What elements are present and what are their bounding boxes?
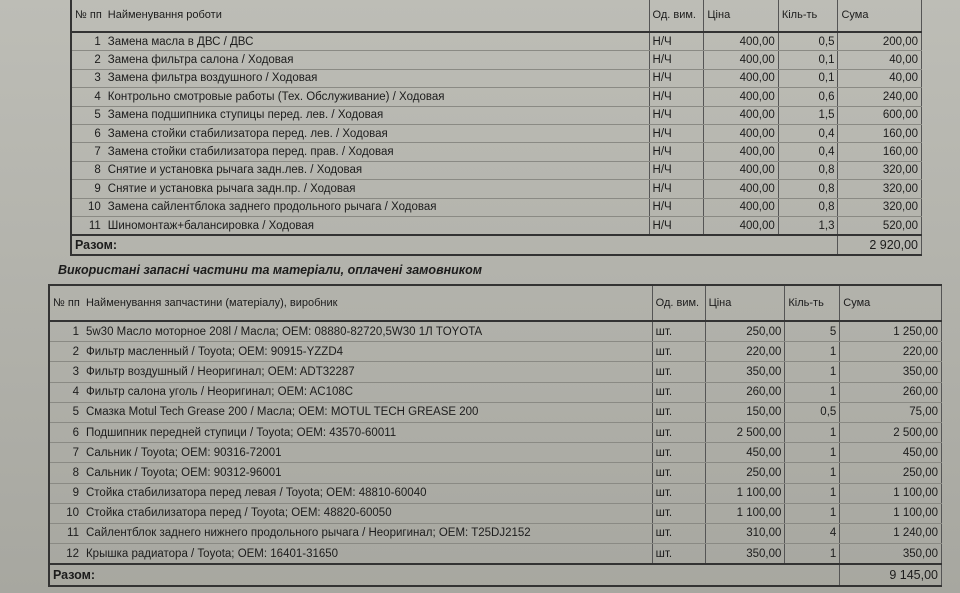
row-name: Снятие и установка рычага задн.пр. / Ходовая [105, 180, 649, 198]
row-name: Шиномонтаж+балансировка / Ходовая [105, 216, 649, 235]
row-sum: 220,00 [840, 342, 942, 362]
table-row [71, 198, 922, 216]
row-price: 400,00 [704, 51, 778, 69]
row-name: Крышка радиатора / Toyota; OEM: 16401-31650 [83, 544, 652, 565]
row-name: Стойка стабилизатора перед / Toyota; OEM: 48820-60050 [83, 503, 652, 523]
row-price: 260,00 [705, 382, 785, 402]
row-qty: 1 [785, 503, 840, 523]
row-unit: шт. [652, 422, 705, 442]
row-sum: 160,00 [838, 143, 922, 161]
table-row [71, 69, 922, 87]
col-name: Найменування запчастини (матеріалу), виробник [83, 285, 652, 321]
col-name: Найменування роботи [105, 0, 649, 32]
row-name: Фильтр салона уголь / Неоригинал; OEM: AC108C [83, 382, 652, 402]
row-sum: 260,00 [840, 382, 942, 402]
row-price: 400,00 [704, 32, 778, 51]
row-price: 400,00 [704, 106, 778, 124]
row-name: Стойка стабилизатора перед левая / Toyota; OEM: 48810-60040 [83, 483, 652, 503]
row-qty: 0,4 [778, 143, 838, 161]
parts-rows [49, 321, 942, 564]
row-qty: 0,5 [778, 32, 838, 51]
row-qty: 0,8 [778, 198, 838, 216]
row-qty: 1 [785, 463, 840, 483]
row-qty: 1,5 [778, 106, 838, 124]
row-number: 6 [71, 124, 105, 142]
row-sum: 350,00 [840, 544, 942, 565]
row-unit: шт. [652, 342, 705, 362]
row-name: Замена стойки стабилизатора перед. лев. / Ходовая [105, 124, 649, 142]
row-name: Замена подшипника ступицы перед. лев. / Ходовая [105, 106, 649, 124]
row-price: 350,00 [705, 362, 785, 382]
row-unit: Н/Ч [649, 161, 704, 179]
row-number: 3 [49, 362, 83, 382]
row-sum: 1 100,00 [840, 503, 942, 523]
row-price: 400,00 [704, 180, 778, 198]
row-qty: 0,8 [778, 161, 838, 179]
row-number: 8 [71, 161, 105, 179]
parts-total-label: Разом: [49, 564, 840, 586]
row-name: Замена стойки стабилизатора перед. прав. / Ходовая [105, 143, 649, 161]
table-row [49, 443, 942, 463]
col-unit: Од. вим. [652, 285, 705, 321]
row-qty: 5 [785, 321, 840, 342]
row-sum: 160,00 [838, 124, 922, 142]
row-name: Замена фильтра воздушного / Ходовая [105, 69, 649, 87]
parts-section-title: Використані запасні частини та матеріали, оплачені замовником [58, 263, 483, 277]
row-name: Замена сайлентблока заднего продольного рычага / Ходовая [105, 198, 649, 216]
row-unit: Н/Ч [649, 106, 704, 124]
row-qty: 4 [785, 523, 840, 543]
row-name: Подшипник передней ступици / Toyota; OEM: 43570-60011 [83, 422, 652, 442]
row-price: 310,00 [705, 523, 785, 543]
row-sum: 520,00 [838, 216, 922, 235]
row-sum: 75,00 [840, 402, 942, 422]
row-price: 400,00 [704, 88, 778, 106]
row-qty: 0,4 [778, 124, 838, 142]
table-row [71, 124, 922, 142]
table-row [71, 216, 922, 235]
table-row [49, 422, 942, 442]
row-price: 250,00 [705, 463, 785, 483]
row-number: 9 [71, 180, 105, 198]
row-number: 8 [49, 463, 83, 483]
row-qty: 1 [785, 342, 840, 362]
row-unit: Н/Ч [649, 180, 704, 198]
row-unit: шт. [652, 544, 705, 565]
row-number: 10 [71, 198, 105, 216]
table-row [71, 161, 922, 179]
row-sum: 240,00 [838, 88, 922, 106]
col-num: № пп [49, 285, 83, 321]
row-number: 5 [49, 402, 83, 422]
row-sum: 320,00 [838, 180, 922, 198]
row-unit: Н/Ч [649, 51, 704, 69]
row-sum: 2 500,00 [840, 422, 942, 442]
row-number: 5 [71, 106, 105, 124]
row-sum: 250,00 [840, 463, 942, 483]
row-number: 1 [71, 32, 105, 51]
row-unit: Н/Ч [649, 32, 704, 51]
row-unit: шт. [652, 463, 705, 483]
row-price: 400,00 [704, 69, 778, 87]
row-unit: шт. [652, 321, 705, 342]
works-total-label: Разом: [71, 235, 838, 255]
col-unit: Од. вим. [649, 0, 704, 32]
parts-total: 9 145,00 [840, 564, 942, 586]
row-name: Замена фильтра салона / Ходовая [105, 51, 649, 69]
row-name: Фильтр масленный / Toyota; OEM: 90915-YZZD4 [83, 342, 652, 362]
row-name: Фильтр воздушный / Неоригинал; OEM: ADT32287 [83, 362, 652, 382]
row-qty: 1 [785, 544, 840, 565]
row-name: Смазка Motul Tech Grease 200 / Масла; OEM: MOTUL TECH GREASE 200 [83, 402, 652, 422]
table-row [49, 463, 942, 483]
row-name: Замена масла в ДВС / ДВС [105, 32, 649, 51]
row-number: 7 [49, 443, 83, 463]
row-sum: 1 250,00 [840, 321, 942, 342]
row-number: 4 [49, 382, 83, 402]
row-name: Сайлентблок заднего нижнего продольного рычага / Неоригинал; OEM: T25DJ2152 [83, 523, 652, 543]
row-sum: 350,00 [840, 362, 942, 382]
row-number: 7 [71, 143, 105, 161]
table-row [49, 483, 942, 503]
row-price: 2 500,00 [705, 422, 785, 442]
table-row [49, 321, 942, 342]
row-price: 220,00 [705, 342, 785, 362]
row-unit: Н/Ч [649, 88, 704, 106]
row-sum: 1 100,00 [840, 483, 942, 503]
works-rows [71, 32, 922, 235]
row-unit: шт. [652, 362, 705, 382]
col-price: Ціна [704, 0, 778, 32]
row-price: 450,00 [705, 443, 785, 463]
row-number: 3 [71, 69, 105, 87]
row-number: 9 [49, 483, 83, 503]
table-row [49, 362, 942, 382]
table-row [71, 32, 922, 51]
row-price: 1 100,00 [705, 503, 785, 523]
row-sum: 40,00 [838, 69, 922, 87]
row-qty: 0,1 [778, 51, 838, 69]
table-row [71, 88, 922, 106]
table-row [71, 143, 922, 161]
row-price: 1 100,00 [705, 483, 785, 503]
col-sum: Сума [838, 0, 922, 32]
row-number: 2 [49, 342, 83, 362]
row-price: 250,00 [705, 321, 785, 342]
row-qty: 0,1 [778, 69, 838, 87]
row-sum: 320,00 [838, 161, 922, 179]
row-qty: 1 [785, 443, 840, 463]
row-unit: Н/Ч [649, 216, 704, 235]
row-price: 400,00 [704, 198, 778, 216]
row-sum: 450,00 [840, 443, 942, 463]
row-qty: 0,5 [785, 402, 840, 422]
row-qty: 1 [785, 362, 840, 382]
row-number: 12 [49, 544, 83, 565]
col-num: № пп [71, 0, 105, 32]
row-number: 4 [71, 88, 105, 106]
row-name: Контрольно смотровые работы (Тех. Обслуживание) / Ходовая [105, 88, 649, 106]
row-unit: шт. [652, 523, 705, 543]
row-qty: 1 [785, 422, 840, 442]
row-number: 1 [49, 321, 83, 342]
row-sum: 200,00 [838, 32, 922, 51]
row-unit: Н/Ч [649, 198, 704, 216]
row-unit: шт. [652, 483, 705, 503]
row-number: 2 [71, 51, 105, 69]
row-name: Сальник / Toyota; OEM: 90316-72001 [83, 443, 652, 463]
row-qty: 0,6 [778, 88, 838, 106]
row-sum: 1 240,00 [840, 523, 942, 543]
row-number: 6 [49, 422, 83, 442]
row-qty: 1 [785, 382, 840, 402]
row-price: 150,00 [705, 402, 785, 422]
table-row [49, 402, 942, 422]
row-unit: шт. [652, 503, 705, 523]
row-price: 400,00 [704, 124, 778, 142]
col-sum: Сума [840, 285, 942, 321]
row-price: 400,00 [704, 143, 778, 161]
row-unit: Н/Ч [649, 69, 704, 87]
row-unit: шт. [652, 443, 705, 463]
row-sum: 320,00 [838, 198, 922, 216]
table-row [49, 544, 942, 565]
parts-table [48, 284, 942, 587]
row-qty: 0,8 [778, 180, 838, 198]
row-unit: Н/Ч [649, 124, 704, 142]
row-unit: шт. [652, 402, 705, 422]
table-row [71, 180, 922, 198]
table-row [49, 503, 942, 523]
row-qty: 1 [785, 483, 840, 503]
row-name: 5w30 Масло моторное 208l / Масла; OEM: 08880-82720,5W30 1Л TOYOTA [83, 321, 652, 342]
works-table [70, 0, 922, 256]
row-number: 11 [49, 523, 83, 543]
row-name: Снятие и установка рычага задн.лев. / Ходовая [105, 161, 649, 179]
row-sum: 40,00 [838, 51, 922, 69]
table-row [49, 342, 942, 362]
row-qty: 1,3 [778, 216, 838, 235]
row-sum: 600,00 [838, 106, 922, 124]
col-qty: Кіль-ть [785, 285, 840, 321]
col-qty: Кіль-ть [778, 0, 838, 32]
table-row [71, 51, 922, 69]
col-price: Ціна [705, 285, 785, 321]
row-unit: шт. [652, 382, 705, 402]
table-row [49, 382, 942, 402]
row-number: 11 [71, 216, 105, 235]
row-unit: Н/Ч [649, 143, 704, 161]
row-number: 10 [49, 503, 83, 523]
row-price: 350,00 [705, 544, 785, 565]
row-price: 400,00 [704, 216, 778, 235]
row-price: 400,00 [704, 161, 778, 179]
table-row [49, 523, 942, 543]
row-name: Сальник / Toyota; OEM: 90312-96001 [83, 463, 652, 483]
table-row [71, 106, 922, 124]
works-total: 2 920,00 [838, 235, 922, 255]
